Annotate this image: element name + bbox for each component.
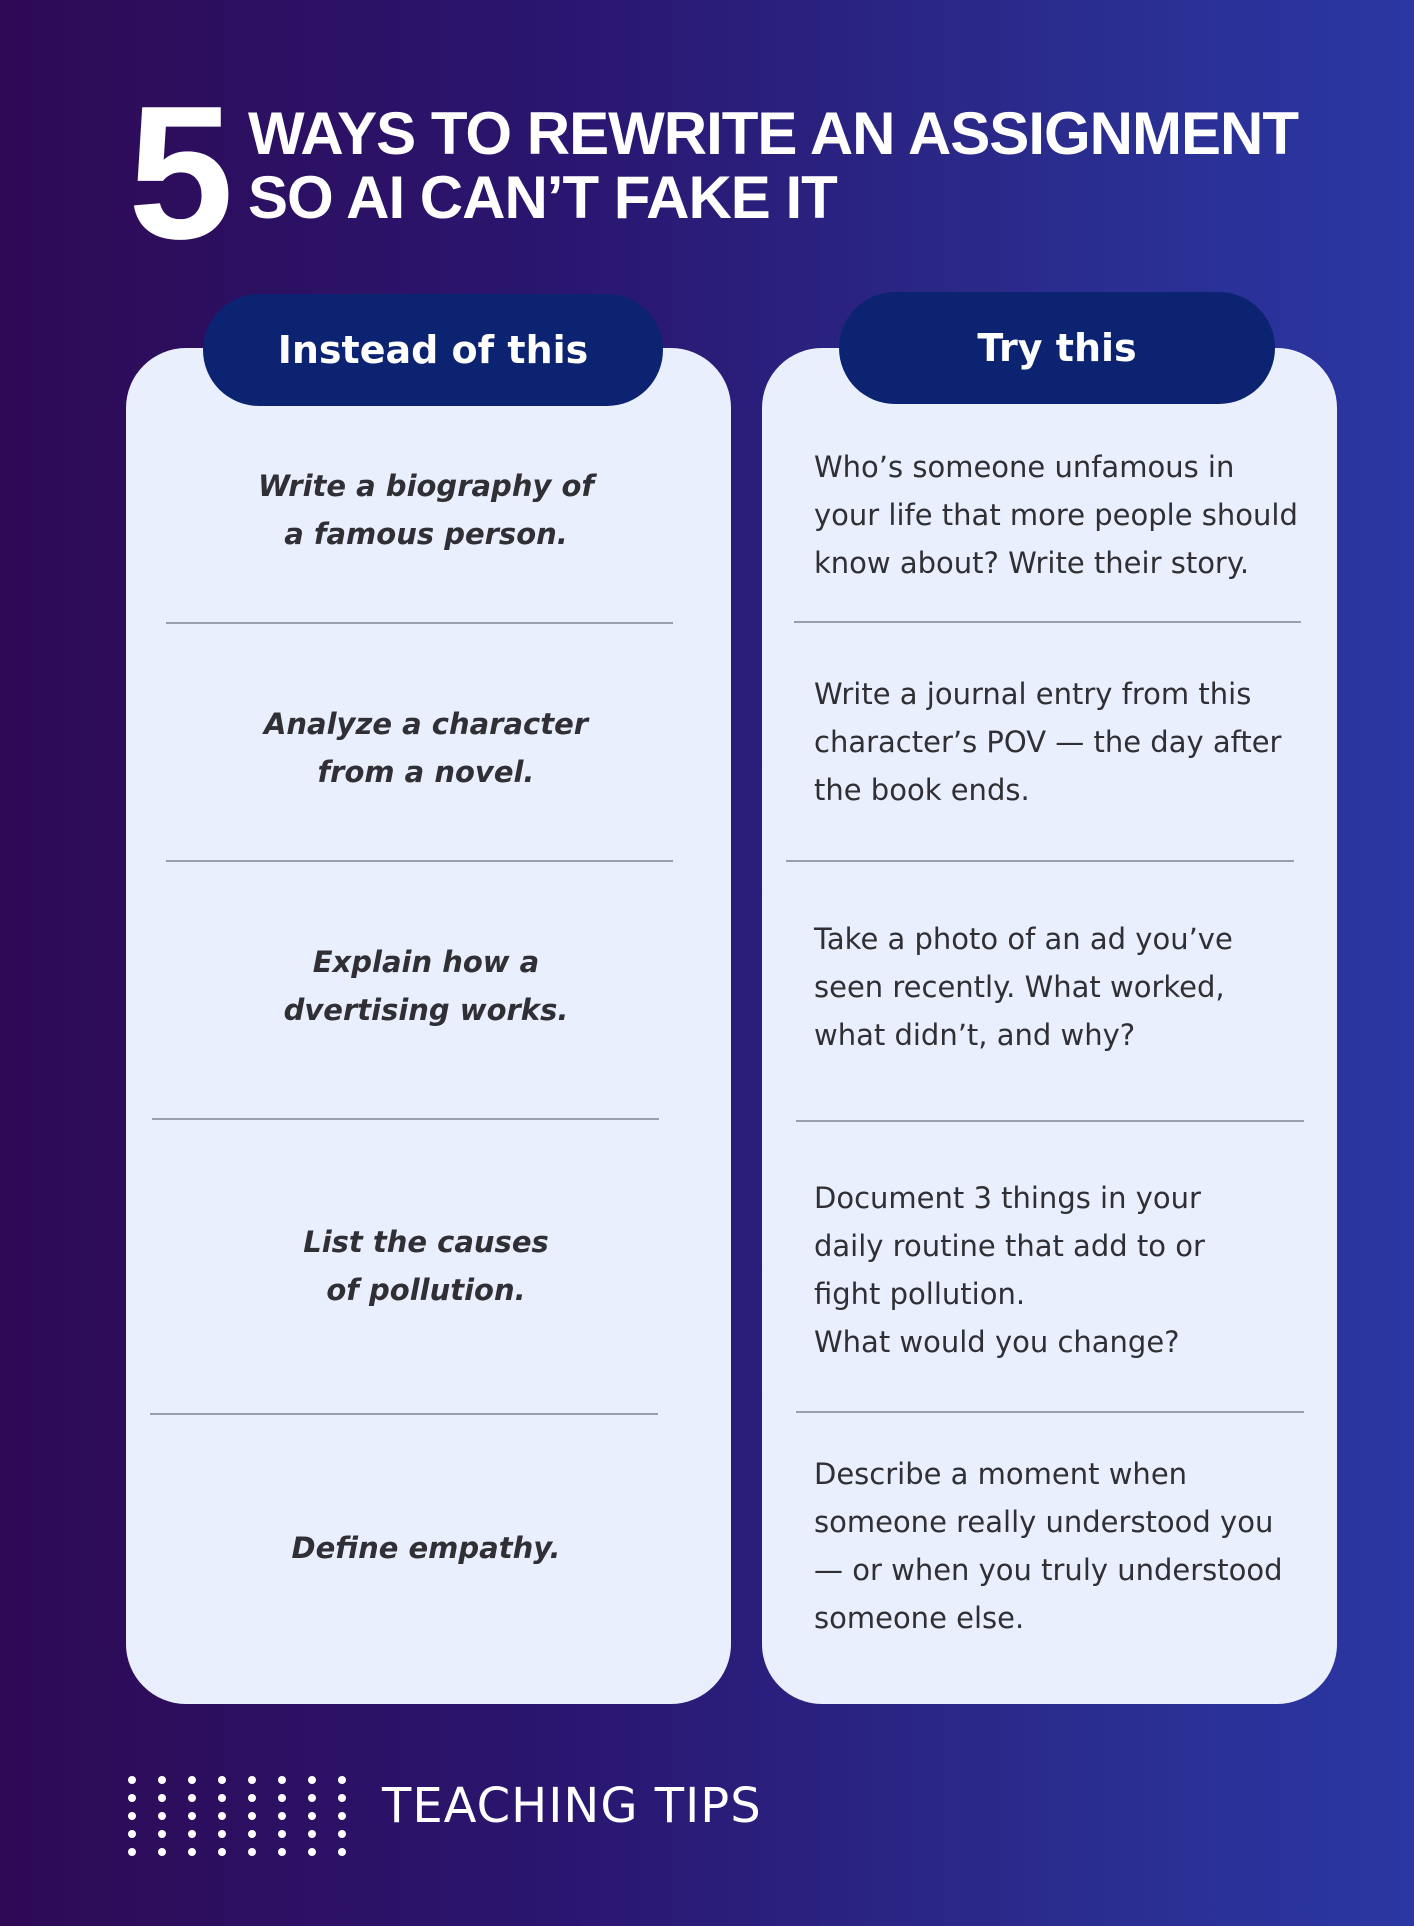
try-item-5 [814, 1450, 1314, 1642]
try-item-2-line-3: the book ends. [814, 773, 1030, 807]
try-this-header: Try this [839, 292, 1275, 404]
instead-item-4-line-1: List the causes [303, 1225, 549, 1259]
instead-of-this-header: Instead of this [203, 294, 663, 406]
dot-grid-icon [128, 1776, 347, 1857]
try-item-1-line-1: Who’s someone unfamous in [814, 450, 1235, 484]
try-item-1-line-2: your life that more people should [814, 498, 1298, 532]
right-divider [796, 1411, 1304, 1413]
try-item-3-line-2: seen recently. What worked, [814, 970, 1225, 1004]
instead-item-2-line-1: Analyze a character [263, 707, 589, 741]
left-divider [150, 1413, 658, 1415]
try-item-4-line-2: daily routine that add to or [814, 1229, 1205, 1263]
try-item-2-line-1: Write a journal entry from this [814, 677, 1252, 711]
instead-item-2 [146, 688, 706, 808]
left-divider [152, 1118, 659, 1120]
try-item-1 [814, 443, 1314, 587]
instead-item-3-line-2: dvertising works. [283, 993, 569, 1027]
try-item-4-line-1: Document 3 things in your [814, 1181, 1201, 1215]
instead-item-5-line-1: Define empathy. [291, 1531, 561, 1565]
try-item-5-line-2: someone really understood you [814, 1505, 1274, 1539]
title-line-1: WAYS TO REWRITE AN ASSIGNMENT [248, 100, 1298, 167]
try-item-5-line-1: Describe a moment when [814, 1457, 1188, 1491]
right-divider [796, 1120, 1304, 1122]
instead-item-1-line-1: Write a biography of [257, 469, 595, 503]
page-title [248, 102, 1368, 230]
try-item-3 [814, 915, 1314, 1059]
try-item-4-line-3: fight pollution. [814, 1277, 1026, 1311]
instead-item-1-line-2: a famous person. [284, 517, 568, 551]
right-divider [794, 621, 1301, 623]
right-divider [786, 860, 1294, 862]
instead-item-4 [146, 1206, 706, 1326]
try-item-3-line-3: what didn’t, and why? [814, 1018, 1136, 1052]
try-item-4 [814, 1174, 1314, 1366]
left-divider [166, 860, 673, 862]
try-item-2 [814, 670, 1314, 814]
try-item-5-line-3: — or when you truly understood [814, 1553, 1283, 1587]
left-divider [166, 622, 673, 624]
instead-item-2-line-2: from a novel. [317, 755, 535, 789]
instead-item-3-line-1: Explain how a [312, 945, 540, 979]
try-item-3-line-1: Take a photo of an ad you’ve [814, 922, 1233, 956]
try-item-2-line-2: character’s POV — the day after [814, 725, 1282, 759]
try-item-5-line-4: someone else. [814, 1601, 1025, 1635]
instead-item-5 [146, 1518, 706, 1578]
number-five: 5 [128, 67, 230, 279]
title-line-2: SO AI CAN’T FAKE IT [248, 164, 837, 231]
footer-label: TEACHING TIPS [382, 1778, 762, 1834]
instead-item-3 [146, 926, 706, 1046]
try-item-4-line-4: What would you change? [814, 1325, 1180, 1359]
instead-item-1 [146, 450, 706, 570]
instead-item-4-line-2: of pollution. [326, 1273, 526, 1307]
try-item-1-line-3: know about? Write their story. [814, 546, 1250, 580]
